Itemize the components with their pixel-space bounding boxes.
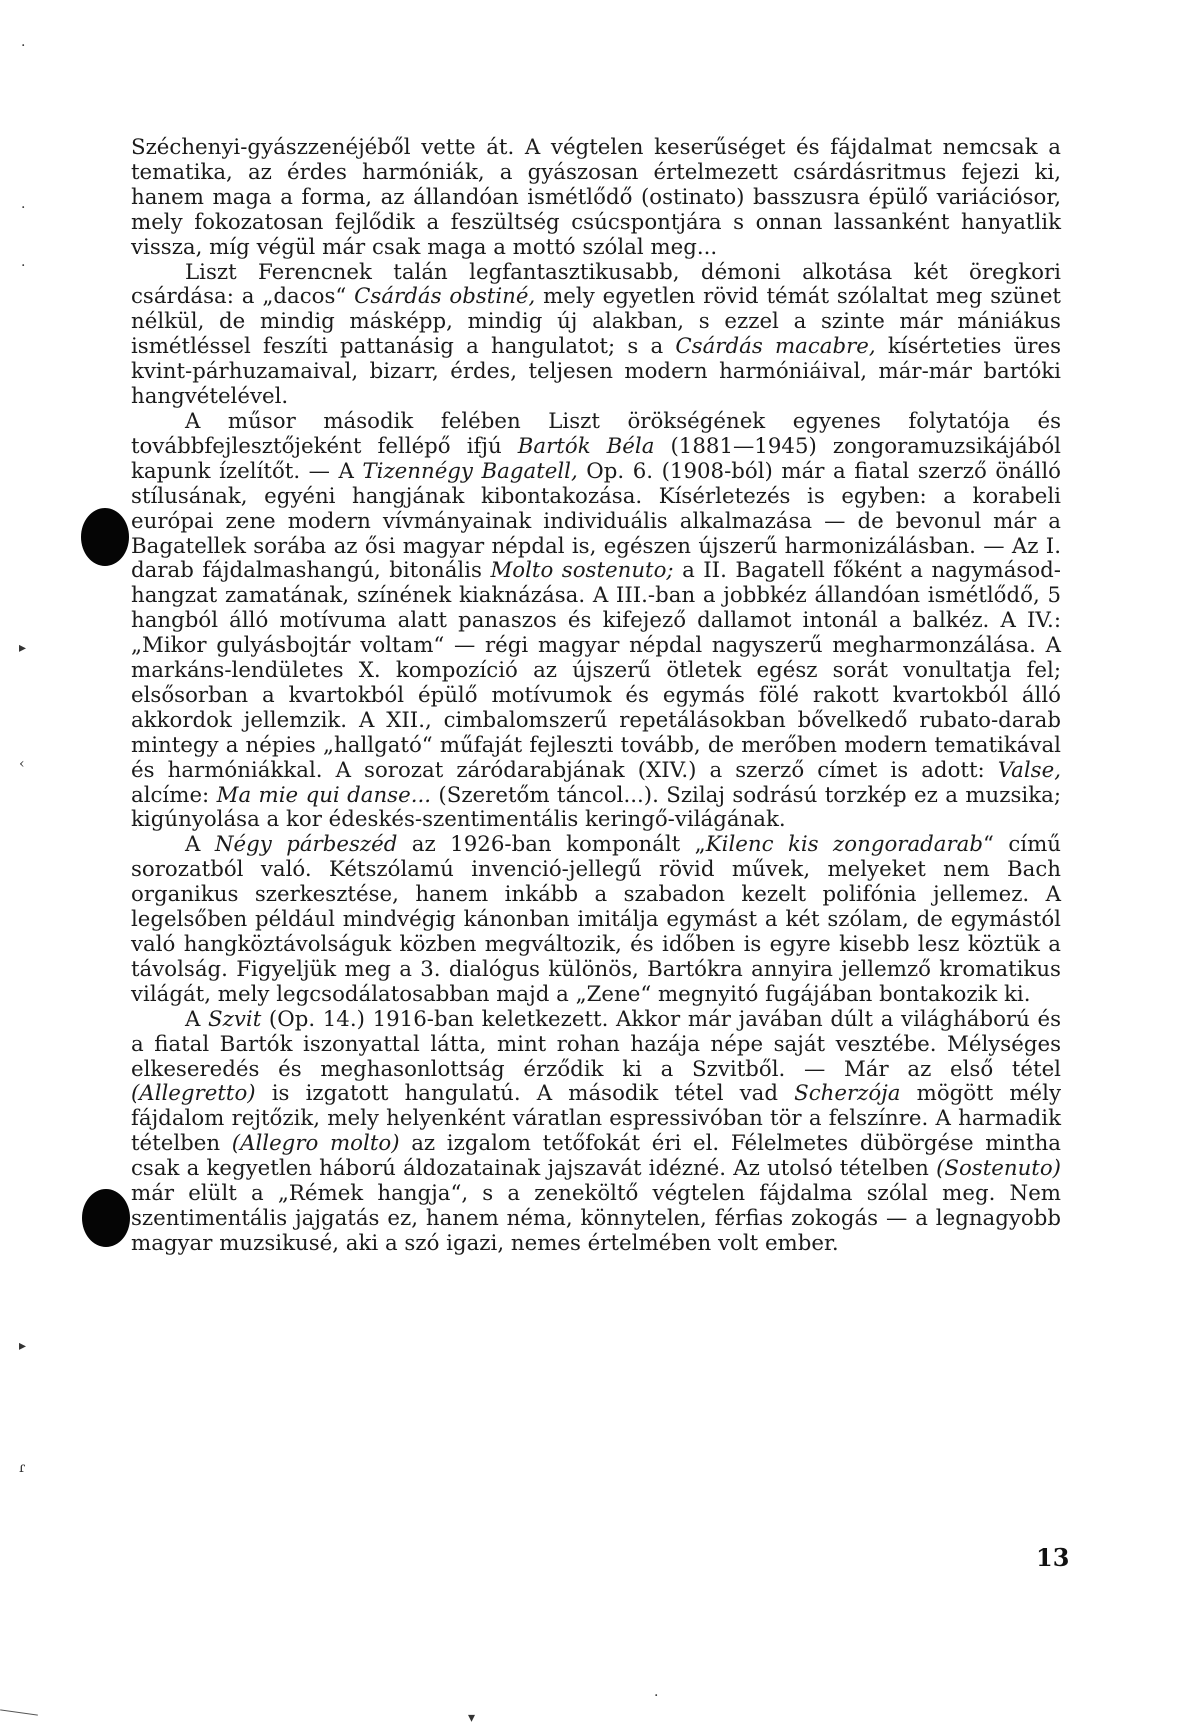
italic-title: Tizennégy Bagatell, [362,458,578,484]
paragraph [131,833,1061,1007]
italic-title: (Allegro molto) [231,1131,400,1157]
speck-mark: · [654,1688,659,1704]
paragraph [131,261,1061,410]
text-run: Op. 6. (1908-ból) már a fiatal szerző önálló stílusának, egyéni hangjának kibontakozása. Kísérletezés is egyben: a korabeli európai zene modern vívmányainak individuális alkalmazása — de bevonul már a Bagatellek sorába az ősi magyar népdal is, egészen újszerű harmonizálásban. — Az I. darab fájdalmashangú, bitonális [131,458,1062,584]
speck-mark: ▸ [19,1338,27,1354]
text-run: is izgatott hangulatú. A második tétel vad [255,1081,795,1107]
text-run: (Szeretőm táncol...). Szilaj sodrású torzkép ez a muzsika; kigúnyolása a kor édeskés-szentimentális keringő-világának. [131,782,1062,833]
italic-title: Csárdás obstiné, [354,284,536,310]
page-number: 13 [1036,1543,1070,1572]
text-run: az izgalom tetőfokát éri el. Félelmetes dübörgése mintha csak a kegyetlen háború áldozatainak jajszavát idézné. Az utolsó tételben [131,1131,1061,1182]
speck-mark: ▸ [19,640,27,656]
body-text [131,136,1061,1257]
text-run: Széchenyi-gyászzenéjéből vette át. A végtelen keserűséget és fájdalmat nemcsak a tematika, az érdes harmóniák, a gyászosan értelmezett csárdásritmus fejezi ki, hanem maga a forma, az állandóan ismétlődő (ostinato) basszusra épülő variációsor, mely fokozatosan fejlődik a feszültség csúcspontjára s onnan lassanként hanyatlik vissza, míg végül már csak maga a mottó szólal meg... [131,135,1061,260]
speck-mark: · [21,258,26,274]
text-run: Liszt Ferencnek talán legfantasztikusabb, démoni alkotása két öregkori csárdása: a „dacos“ [131,259,1061,310]
speck-mark: ɾ [19,1460,26,1476]
italic-title: Molto sostenuto; [490,558,674,584]
italic-title: Kilenc kis zongoradarab [705,832,983,858]
paragraph [131,136,1061,261]
text-run: kísérteties üres kvint-párhuzamaival, bizarr, érdes, teljesen modern harmóniáival, már-már bartóki hangvételével. [131,334,1062,410]
italic-title: Négy párbeszéd [214,832,398,858]
text-run: mely egyetlen rövid témát szólaltat meg szünet nélkül, de mindig másképp, mindig új alakban, s ezzel a szinte már mániákus ismétléssel feszíti pattanásig a hangulatot; s a [131,284,1061,360]
italic-title: Bartók Béla [517,433,655,459]
text-run: “ című sorozatból való. Kétszólamú invenció-jellegű rövid művek, melyeket nem Bach organikus szerkesztése, hanem inkább a szabadon kezelt polifónia jellemez. A legelsőben például mindvégig kánonban imitálja egymást a két szólam, de egymástól való hangköztávolságuk közben megváltozik, és időben is egyre kisebb lesz köztük a távolság. Figyeljük meg a 3. dialógus különös, Bartókra annyira jellemző kromatikus világát, mely legcsodálatosabban majd a „Zene“ megnyitó fugájában bontakozik ki. [131,832,1061,1007]
text-run: az 1926-ban komponált „ [397,832,706,858]
speck-mark: · [21,38,26,54]
punch-hole [82,1189,130,1247]
italic-title: Szvit [208,1006,262,1032]
italic-title: Ma mie qui danse... [216,782,432,808]
text-run: (Op. 14.) 1916-ban keletkezett. Akkor már javában dúlt a világháború és a fiatal Bartók iszonyattal látta, mint rohan hazája népe saját vesztébe. Mélységes elkeseredés és meghasonlottság érződik ki a Szvitből. — Már az első tétel [131,1006,1061,1082]
text-run: alcíme: [131,782,217,808]
paragraph [131,410,1061,833]
text-run: (1881—1945) zongoramuzsikájából kapunk ízelítőt. — A [131,433,1061,484]
speck-mark: ▾ [468,1710,476,1726]
text-run: a II. Bagatell főként a nagymásod-hangzat zamatának, színének kiaknázása. A III.-ban a jobbkéz állandóan ismétlődő, 5 hangból álló motívuma alatt panaszos és kifejező dallamot intonál a balkéz. A IV.: „Mikor gulyásbojtár voltam“ — régi magyar népdal nagyszerű megharmonzálása. A markáns-lendületes X. kompozíció az újszerű ötletek egész sorát vonultatja fel; elsősorban a kvartokból épülő motívumok és egymás fölé rakott kvartokból álló akkordok jellemzik. A XII., cimbalomszerű repetálásokban bővelkedő rubato-darab mintegy a népies „hallgató“ műfaját fejleszti tovább, de merőben modern tematikával és harmóniákkal. A sorozat záródarabjának (XIV.) a szerző címet is adott: [131,558,1061,783]
speck-mark: · [21,200,26,216]
italic-title: (Sostenuto) [936,1156,1061,1182]
scan-edge-line [0,1709,38,1715]
text-run: már elült a „Rémek hangja“, s a zeneköltő végtelen fájdalma szólal meg. Nem szentimentális jajgatás ez, hanem néma, könnytelen, férfias zokogás — a legnagyobb magyar muzsikusé, aki a szó igazi, nemes értelmében volt ember. [131,1181,1061,1256]
text-run: A műsor második felében Liszt örökségének egyenes folytatója és továbbfejlesztőjeként fellépő ifjú [131,408,1061,459]
italic-title: Scherzója [794,1081,901,1107]
text-run: A [185,1006,209,1032]
italic-title: Valse, [997,757,1061,783]
text-run: A [185,832,215,858]
punch-hole [81,508,129,566]
paragraph [131,1008,1061,1257]
speck-mark: ‹ [19,756,25,772]
text-run: mögött mély fájdalom rejtőzik, mely helyenként váratlan espressivóban tör a felszínre. A harmadik tételben [131,1081,1061,1157]
italic-title: (Allegretto) [131,1081,256,1107]
italic-title: Csárdás macabre, [675,334,876,360]
